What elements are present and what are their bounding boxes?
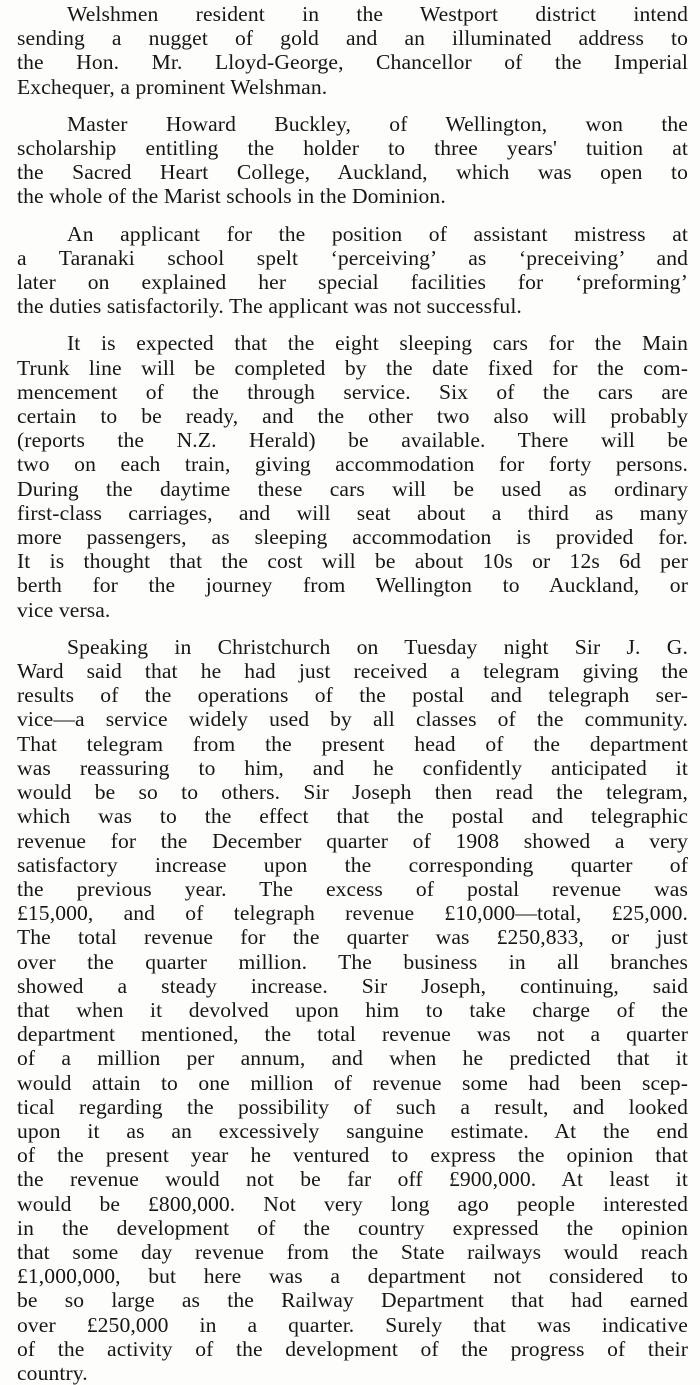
text-line: showed a steady increase. Sir Joseph, continuing, said <box>17 973 688 998</box>
text-line: department mentioned, the total revenue was not a quarter <box>17 1022 688 1047</box>
text-line: Exchequer, a prominent Welshman. <box>17 74 328 99</box>
text-line: a Taranaki school spelt ‘perceiving’ as ‘preceiving’ and <box>17 245 688 270</box>
text-line: that when it devolved upon him to take charge of the <box>17 997 688 1022</box>
text-line: country. <box>17 1360 88 1385</box>
text-line: results of the operations of the postal and telegraph ser- <box>17 683 688 708</box>
text-line: was reassuring to him, and he confidently anticipated it <box>17 755 688 780</box>
text-line: scholarship entitling the holder to three years' tuition at <box>17 136 688 161</box>
text-line: revenue for the December quarter of 1908 showed a very <box>17 828 688 853</box>
text-line: first-class carriages, and will seat about a third as many <box>17 500 688 525</box>
text-line: of a million per annum, and when he predicted that it <box>17 1046 688 1071</box>
text-line: certain to be ready, and the other two also will probably <box>17 404 688 429</box>
text-line: two on each train, giving accommodation for forty persons. <box>17 452 688 477</box>
article-body <box>17 2 688 1385</box>
news-paragraph <box>17 222 688 319</box>
text-line: of the activity of the development of the progress of their <box>17 1336 688 1361</box>
text-line: the previous year. The excess of postal revenue was <box>17 876 688 901</box>
text-line: The total revenue for the quarter was £250,833, or just <box>17 925 688 950</box>
news-paragraph <box>17 112 688 209</box>
text-line: satisfactory increase upon the corresponding quarter of <box>17 852 688 877</box>
text-line: It is expected that the eight sleeping cars for the Main <box>67 331 688 356</box>
text-line: the duties satisfactorily. The applicant was not successful. <box>17 294 522 319</box>
text-line: be so large as the Railway Department that had earned <box>17 1288 688 1313</box>
text-line: mencement of the through service. Six of the cars are <box>17 379 688 404</box>
text-line: over £250,000 in a quarter. Surely that was indicative <box>17 1312 688 1337</box>
text-line: more passengers, as sleeping accommodation is provided for. <box>17 525 688 550</box>
text-line: It is thought that the cost will be about 10s or 12s 6d per <box>17 549 688 574</box>
text-line: vice versa. <box>17 597 111 622</box>
text-line: which was to the effect that the postal and telegraphic <box>17 804 688 829</box>
text-line: the Sacred Heart College, Auckland, which was open to <box>17 160 688 185</box>
text-line: that some day revenue from the State railways would reach <box>17 1239 688 1264</box>
text-line: the whole of the Marist schools in the Dominion. <box>17 184 446 209</box>
news-paragraph <box>17 331 688 621</box>
text-line: vice—a service widely used by all classes of the community. <box>17 707 688 732</box>
text-line: berth for the journey from Wellington to Auckland, or <box>17 573 688 598</box>
text-line: Trunk line will be completed by the date fixed for the com- <box>17 355 688 380</box>
text-line: tical regarding the possibility of such a result, and looked <box>17 1094 688 1119</box>
text-line: Ward said that he had just received a telegram giving the <box>17 659 688 684</box>
text-line: £1,000,000, but here was a department not considered to <box>17 1264 688 1289</box>
text-line: Speaking in Christchurch on Tuesday night Sir J. G. <box>67 634 688 659</box>
text-line: would attain to one million of revenue some had been scep- <box>17 1070 688 1095</box>
text-line: of the present year he ventured to express the opinion that <box>17 1143 688 1168</box>
text-line: Welshmen resident in the Westport district intend <box>67 2 688 26</box>
news-paragraph <box>17 635 688 1385</box>
text-line: (reports the N.Z. Herald) be available. There will be <box>17 428 688 453</box>
text-line: in the development of the country expressed the opinion <box>17 1215 688 1240</box>
text-line: upon it as an excessively sanguine estimate. At the end <box>17 1118 688 1143</box>
text-line: That telegram from the present head of the department <box>17 731 688 756</box>
text-line: An applicant for the position of assistant mistress at <box>67 221 688 246</box>
news-paragraph <box>17 2 688 99</box>
text-line: During the daytime these cars will be used as ordinary <box>17 476 688 501</box>
text-line: would be so to others. Sir Joseph then read the telegram, <box>17 780 688 805</box>
text-line: over the quarter million. The business in all branches <box>17 949 688 974</box>
text-line: sending a nugget of gold and an illuminated address to <box>17 26 688 51</box>
text-line: would be £800,000. Not very long ago people interested <box>17 1191 688 1216</box>
text-line: Master Howard Buckley, of Wellington, won the <box>67 111 688 136</box>
text-line: the revenue would not be far off £900,000. At least it <box>17 1167 688 1192</box>
text-line: the Hon. Mr. Lloyd-George, Chancellor of the Imperial <box>17 50 688 75</box>
text-line: £15,000, and of telegraph revenue £10,000—total, £25,000. <box>17 901 688 926</box>
text-line: later on explained her special facilities for ‘preforming’ <box>17 270 688 295</box>
